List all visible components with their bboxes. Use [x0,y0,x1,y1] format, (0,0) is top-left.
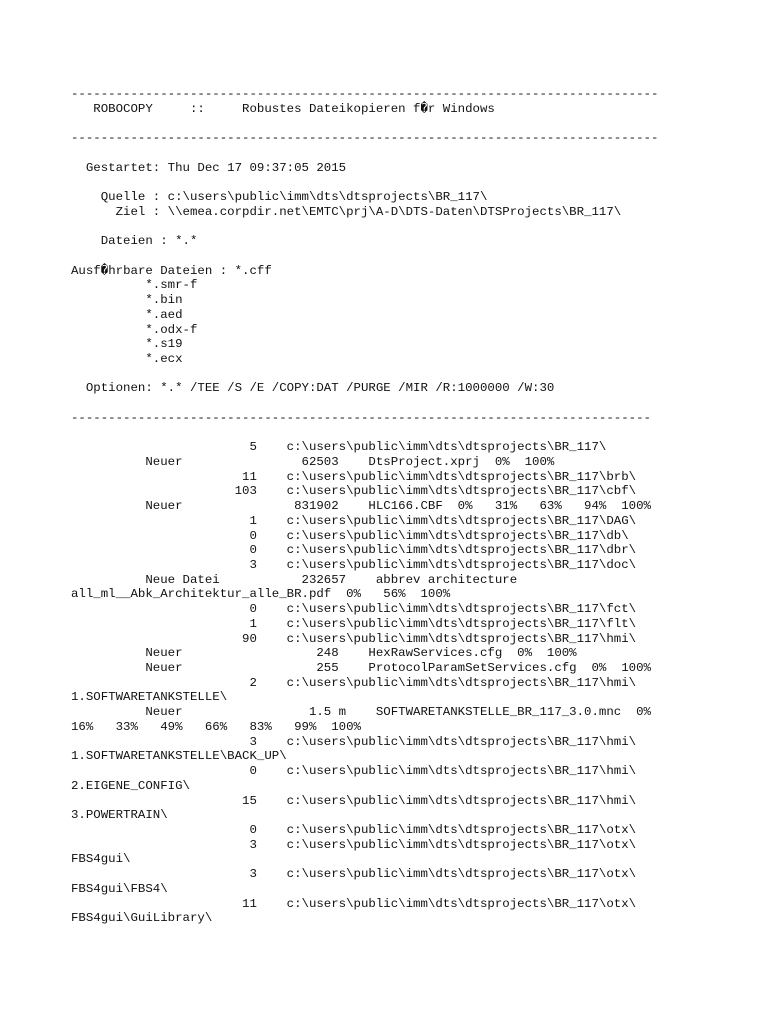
log-line: 0 c:\users\public\imm\dts\dtsprojects\BR_117\hmi\ [71,764,637,779]
log-line: Dateien : *.* [71,234,198,249]
log-line: Neuer 248 HexRawServices.cfg 0% 100% [71,646,577,661]
log-line: Neuer 62503 DtsProject.xprj 0% 100% [71,454,555,469]
log-line: 0 c:\users\public\imm\dts\dtsprojects\BR_117\db\ [71,528,629,543]
log-line: FBS4gui\ [71,852,131,867]
log-line [71,175,658,190]
log-line: Quelle : c:\users\public\imm\dts\dtsprojects\BR_117\ [71,190,488,205]
log-line [71,367,658,382]
log-line: ROBOCOPY :: Robustes Dateikopieren f�r Windows [71,101,495,116]
log-line [71,219,658,234]
log-line: 103 c:\users\public\imm\dts\dtsprojects\BR_117\cbf\ [71,484,637,499]
log-line: 3.POWERTRAIN\ [71,808,168,823]
log-line: 11 c:\users\public\imm\dts\dtsprojects\BR_117\brb\ [71,469,637,484]
log-line: 1.SOFTWARETANKSTELLE\BACK_UP\ [71,749,287,764]
log-line [71,396,658,411]
log-line [71,249,658,264]
log-line: Ziel : \\emea.corpdir.net\EMTC\prj\A-D\DTS-Daten\DTSProjects\BR_117\ [71,204,622,219]
log-line: 3 c:\users\public\imm\dts\dtsprojects\BR_117\hmi\ [71,734,637,749]
log-line: *.ecx [71,351,183,366]
log-line: ------------------------------------------------------------------------------ [71,410,651,425]
log-line: 3 c:\users\public\imm\dts\dtsprojects\BR_117\doc\ [71,558,637,572]
log-line [71,426,658,441]
log-line: *.aed [71,307,183,322]
log-line: all_ml__Abk_Architektur_alle_BR.pdf 0% 56% 100% [71,587,451,602]
log-line: 90 c:\users\public\imm\dts\dtsprojects\BR_117\hmi\ [71,631,637,646]
log-line: Neuer 255 ProtocolParamSetServices.cfg 0% 100% [71,661,651,676]
log-line: 3 c:\users\public\imm\dts\dtsprojects\BR_117\otx\ [71,837,637,852]
log-line: 3 c:\users\public\imm\dts\dtsprojects\BR_117\otx\ [71,867,637,882]
log-line: 5 c:\users\public\imm\dts\dtsprojects\BR_117\ [71,440,607,455]
log-line: 1.SOFTWARETANKSTELLE\ [71,690,228,705]
log-line: 16% 33% 49% 66% 83% 99% 100% [71,719,361,734]
log-line: 2 c:\users\public\imm\dts\dtsprojects\BR_117\hmi\ [71,675,637,690]
log-line [71,116,658,131]
log-line: ------------------------------------------------------------------------------- [71,87,659,101]
log-line: 0 c:\users\public\imm\dts\dtsprojects\BR_117\dbr\ [71,543,637,558]
log-line: 1 c:\users\public\imm\dts\dtsprojects\BR_117\DAG\ [71,513,637,528]
log-line: 0 c:\users\public\imm\dts\dtsprojects\BR_117\fct\ [71,602,637,617]
log-line: *.bin [71,293,183,308]
log-line: 1 c:\users\public\imm\dts\dtsprojects\BR_117\flt\ [71,616,637,631]
log-line: Ausf�hrbare Dateien : *.cff [71,263,272,278]
log-line: *.odx-f [71,322,198,337]
log-line: *.s19 [71,337,183,352]
log-line: Neue Datei 232657 abbrev architecture [71,572,518,587]
log-line: Optionen: *.* /TEE /S /E /COPY:DAT /PURGE /MIR /R:1000000 /W:30 [71,381,555,396]
log-line: *.smr-f [71,278,198,293]
log-line: FBS4gui\FBS4\ [71,881,168,896]
log-line: Neuer 831902 HLC166.CBF 0% 31% 63% 94% 100% [71,499,651,514]
log-line: Neuer 1.5 m SOFTWARETANKSTELLE_BR_117_3.0.mnc 0% [71,705,651,720]
robocopy-log [71,87,658,926]
log-line: 11 c:\users\public\imm\dts\dtsprojects\BR_117\otx\ [71,896,637,911]
log-line: 2.EIGENE_CONFIG\ [71,778,190,793]
log-line: 0 c:\users\public\imm\dts\dtsprojects\BR_117\otx\ [71,822,637,837]
log-line: FBS4gui\GuiLibrary\ [71,911,213,926]
log-line: ------------------------------------------------------------------------------- [71,131,659,146]
log-line [71,146,658,161]
log-line: 15 c:\users\public\imm\dts\dtsprojects\BR_117\hmi\ [71,793,637,808]
log-line: Gestartet: Thu Dec 17 09:37:05 2015 [71,160,347,175]
